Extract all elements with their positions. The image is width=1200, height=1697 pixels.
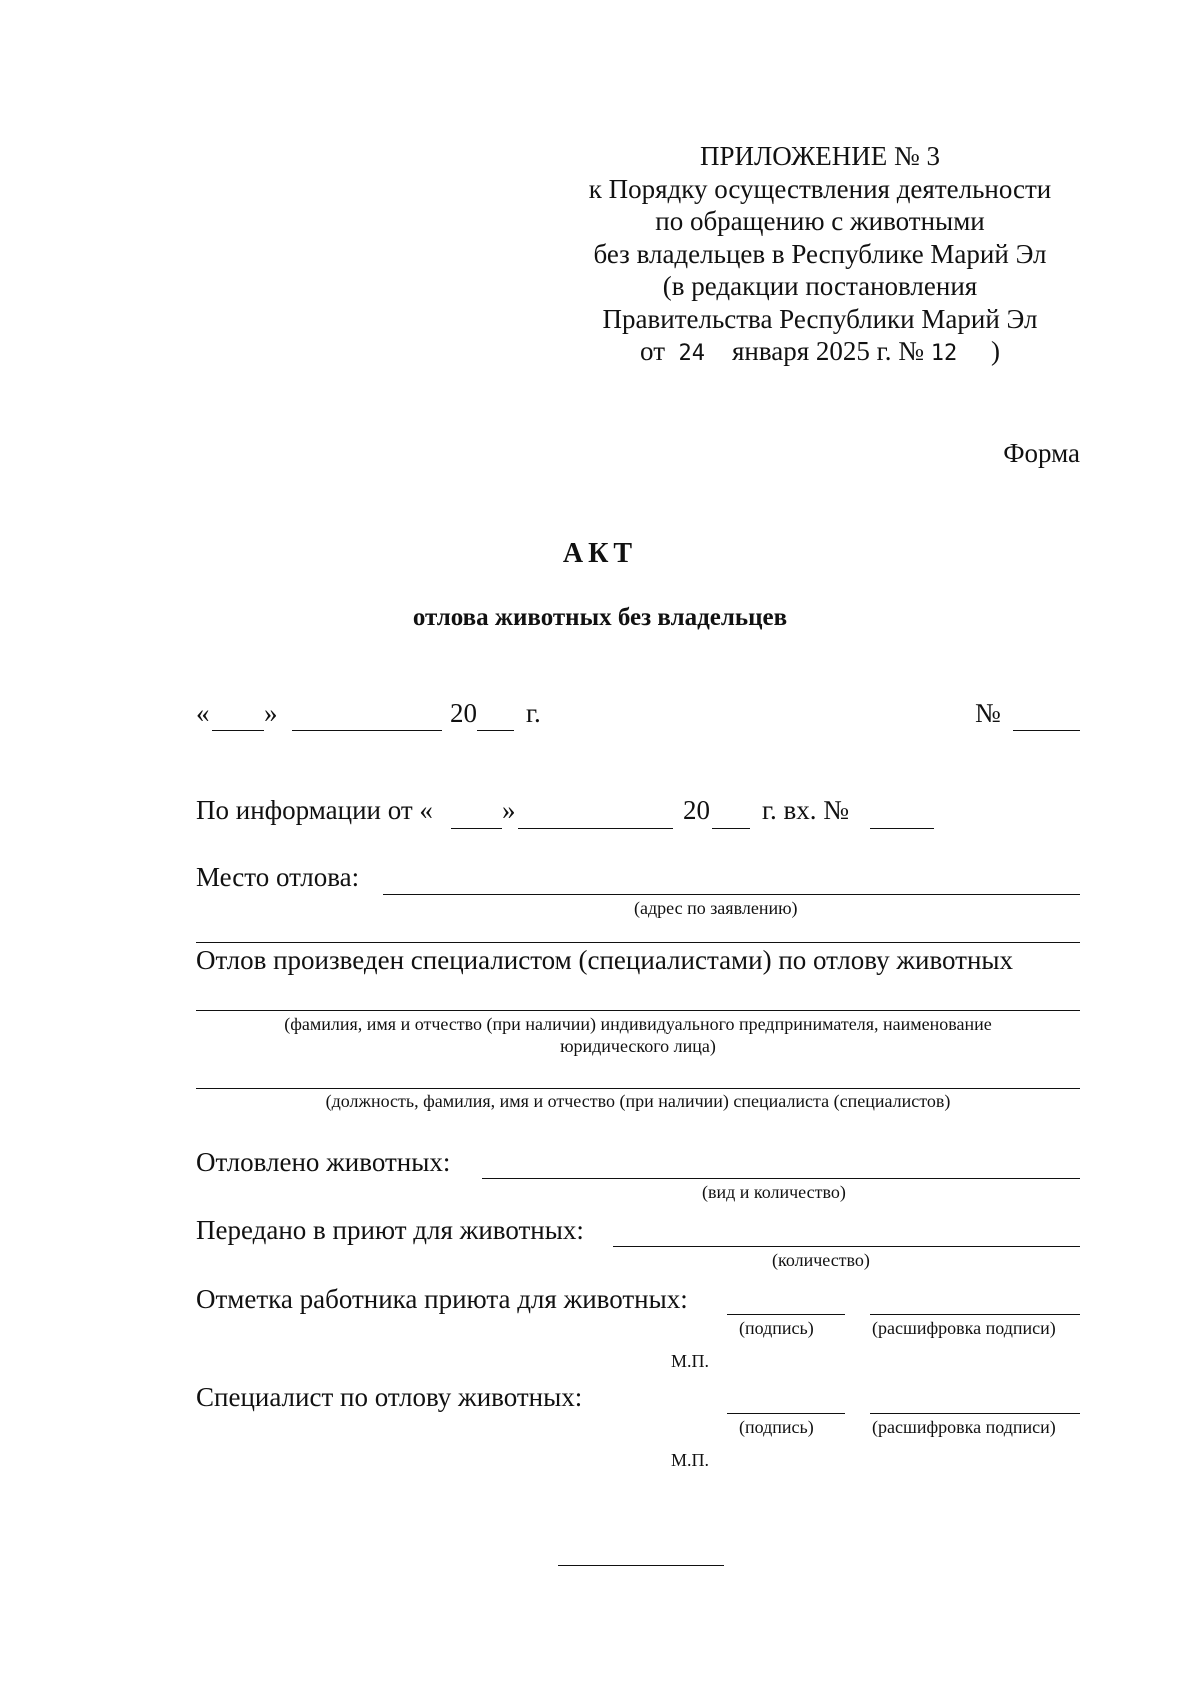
header-line: Правительства Республики Марий Эл: [602, 303, 1038, 334]
caught-field[interactable]: [482, 1178, 1080, 1179]
info-label: По информации от «: [196, 795, 433, 825]
appendix-header: [560, 140, 1080, 371]
date-close: ): [990, 336, 1000, 366]
catcher-specialist-caption: (должность, фамилия, имя и отчество (при наличии) специалиста (специалистов): [325, 1091, 951, 1111]
place-field[interactable]: [383, 894, 1080, 895]
specialist-decode-caption: (расшифровка подписи): [872, 1417, 1056, 1437]
act-number-field[interactable]: [1013, 730, 1080, 731]
catcher-caption-line1: (фамилия, имя и отчество (при наличии) индивидуального предпринимателя, наименование: [284, 1014, 992, 1034]
shelter-field[interactable]: [613, 1246, 1080, 1247]
info-day-field[interactable]: [451, 828, 502, 829]
document-subtitle: отлова животных без владельцев: [412, 604, 788, 631]
info-month-field[interactable]: [518, 828, 673, 829]
shelter-sign-caption: (подпись): [739, 1318, 814, 1338]
shelter-label: Передано в приют для животных:: [196, 1215, 584, 1245]
info-year-suffix: г. вх. №: [762, 795, 850, 825]
date-prefix: от: [640, 336, 665, 366]
incoming-number-field[interactable]: [870, 828, 934, 829]
header-line: без владельцев в Республике Марий Эл: [593, 238, 1047, 269]
shelter-mark-label: Отметка работника приюта для животных:: [196, 1284, 688, 1314]
shelter-seal-label: М.П.: [671, 1351, 710, 1371]
shelter-decode-field[interactable]: [870, 1314, 1080, 1315]
date-quote-open: «: [196, 698, 210, 728]
form-label: Форма: [1003, 438, 1080, 468]
catcher-specialist-field[interactable]: [196, 1088, 1080, 1089]
date-number: 12: [930, 341, 958, 366]
header-line: по обращению с животными: [655, 206, 985, 236]
day-field[interactable]: [212, 730, 264, 731]
shelter-decode-caption: (расшифровка подписи): [872, 1318, 1056, 1338]
year-field[interactable]: [477, 730, 514, 731]
caught-label: Отловлено животных:: [196, 1147, 451, 1177]
place-label: Место отлова:: [196, 862, 360, 892]
specialist-sign-caption: (подпись): [739, 1417, 814, 1437]
info-year-prefix: 20: [683, 795, 710, 825]
year-suffix: г.: [526, 698, 541, 728]
place-caption: (адрес по заявлению): [634, 898, 798, 918]
info-quote-close: »: [502, 795, 516, 825]
specialist-label: Специалист по отлову животных:: [196, 1382, 583, 1412]
catcher-org-field[interactable]: [196, 1010, 1080, 1011]
header-line: к Порядку осуществления деятельности: [588, 173, 1052, 204]
year-prefix: 20: [450, 698, 477, 728]
closing-divider: [558, 1565, 724, 1566]
catcher-org-caption: [196, 1013, 1080, 1057]
appendix-number: ПРИЛОЖЕНИЕ № 3: [699, 141, 941, 171]
header-line: (в редакции постановления: [662, 271, 978, 301]
date-rest: января 2025 г. №: [732, 336, 924, 366]
place-field-line2[interactable]: [196, 942, 1080, 943]
catcher-caption-line2: юридического лица): [560, 1036, 716, 1056]
shelter-sign-field[interactable]: [727, 1314, 845, 1315]
document-title: АКТ: [562, 538, 638, 569]
act-number-sign: №: [975, 698, 1001, 728]
shelter-caption: (количество): [772, 1250, 870, 1270]
info-year-field[interactable]: [712, 828, 750, 829]
catcher-text: Отлов произведен специалистом (специалистами) по отлову животных: [196, 945, 1014, 975]
month-field[interactable]: [292, 730, 442, 731]
date-quote-close: »: [264, 698, 278, 728]
specialist-sign-field[interactable]: [727, 1413, 845, 1414]
specialist-decode-field[interactable]: [870, 1413, 1080, 1414]
date-day: 24: [678, 341, 705, 366]
specialist-seal-label: М.П.: [671, 1450, 710, 1470]
caught-caption: (вид и количество): [702, 1182, 846, 1202]
header-date-line: [560, 335, 1080, 371]
